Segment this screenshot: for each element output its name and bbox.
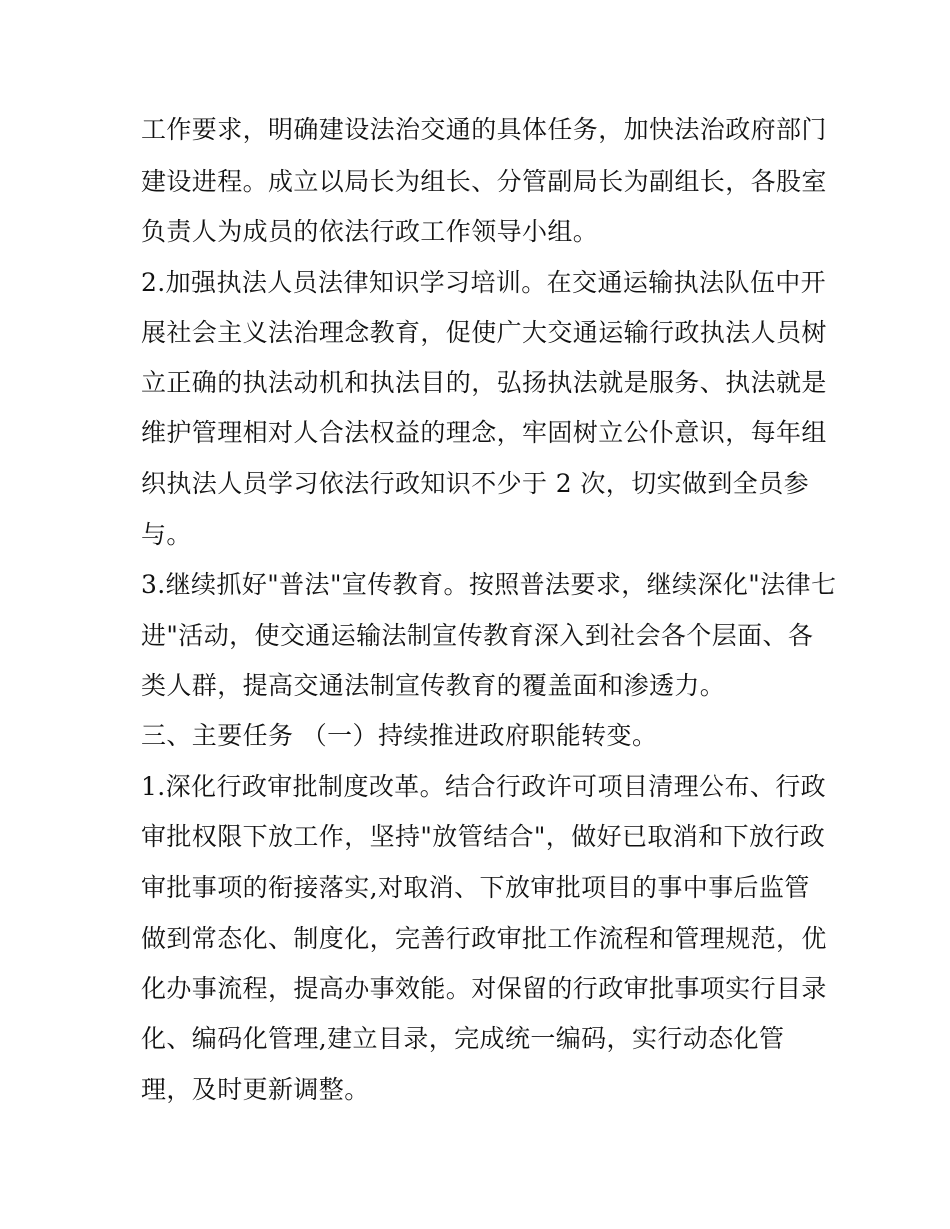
text-line: 审批权限下放工作，坚持"放管结合"，做好已取消和下放行政: [141, 822, 826, 851]
text-line: 类人群，提高交通法制宣传教育的覆盖面和渗透力。: [141, 671, 726, 700]
text-line: 进"活动，使交通运输法制宣传教育深入到社会各个层面、各: [141, 621, 814, 650]
text-line: 3.继续抓好"普法"宣传教育。按照普法要求，继续深化"法律七: [141, 570, 837, 599]
text-line: 三、主要任务 （一）持续推进政府职能转变。: [141, 721, 658, 750]
text-line: 负责人为成员的依法行政工作领导小组。: [141, 217, 599, 246]
text-line: 1.深化行政审批制度改革。结合行政许可项目清理公布、行政: [141, 772, 827, 801]
text-line: 化办事流程，提高办事效能。对保留的行政审批事项实行目录: [141, 974, 827, 1003]
text-line: 展社会主义法治理念教育，促使广大交通运输行政执法人员树: [141, 318, 827, 347]
text-line: 与。: [141, 520, 192, 549]
text-line: 审批事项的衔接落实,对取消、下放审批项目的事中事后监管: [141, 873, 810, 902]
text-line: 理，及时更新调整。: [141, 1075, 370, 1104]
text-line: 化、编码化管理,建立目录，完成统一编码，实行动态化管: [141, 1024, 785, 1053]
text-line: 立正确的执法动机和执法目的，弘扬执法就是服务、执法就是: [141, 368, 827, 397]
text-line: 维护管理相对人合法权益的理念，牢固树立公仆意识，每年组: [141, 418, 827, 447]
text-line: 2.加强执法人员法律知识学习培训。在交通运输执法队伍中开: [141, 268, 827, 297]
text-line: 建设进程。成立以局长为组长、分管副局长为副组长，各股室: [141, 167, 827, 196]
text-line: 工作要求，明确建设法治交通的具体任务，加快法治政府部门: [141, 115, 827, 144]
text-line: 做到常态化、制度化，完善行政审批工作流程和管理规范，优: [141, 924, 827, 953]
text-line: 织执法人员学习依法行政知识不少于 2 次，切实做到全员参: [141, 469, 810, 498]
